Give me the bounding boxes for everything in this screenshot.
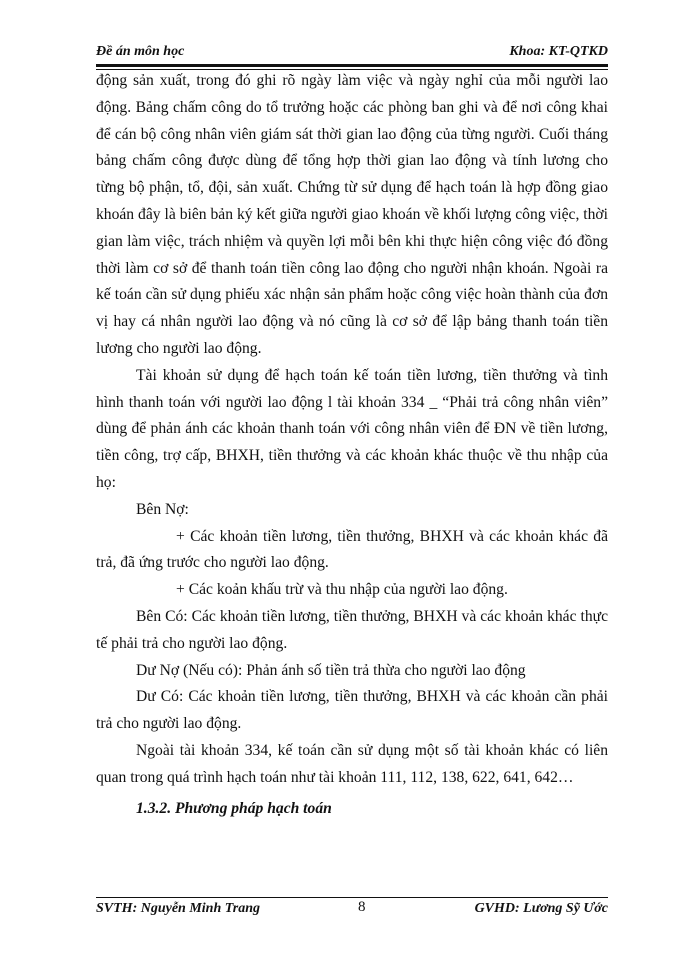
- paragraph-debit-item-1: + Các khoản tiền lương, tiền thưởng, BHXH và các khoản khác đã trả, đã ứng trước cho người lao động.: [96, 527, 608, 572]
- paragraph-timekeeping: động sản xuất, trong đó ghi rõ ngày làm việc và ngày nghỉ của mỗi người lao động. Bảng chấm công do tổ trưởng hoặc các phòng ban ghi và để nơi công khai để cán bộ công nhân viên giám sát thời gian lao động của từng người. Cuối tháng bảng chấm công được dùng để tổng hợp thời gian lao động và tính lương cho từng bộ phận, tổ, đội, sản xuất. Chứng từ sử dụng để hạch toán là hợp đồng giao khoán đây là biên bản ký kết giữa người giao khoán về khối lượng công việc, thời gian làm việc, trách nhiệm và quyền lợi mỗi bên khi thực hiện công việc đó đồng thời làm cơ sở để thanh toán tiền công lao động cho người nhận khoán. Ngoài ra kế toán cần sử dụng phiếu xác nhận sản phẩm hoặc công việc hoàn thành của đơn vị hay cá nhân người lao động và nó cũng là cơ sở để lập bảng thanh toán tiền lương cho người lao động.: [96, 72, 608, 357]
- paragraph-credit: Bên Có: Các khoản tiền lương, tiền thưởng, BHXH và các khoản khác thực tế phải trả cho người lao động.: [96, 607, 608, 652]
- paragraph-debit-balance: Dư Nợ (Nếu có): Phản ánh số tiền trả thừa cho người lao động: [136, 661, 526, 679]
- paragraph-debit-heading: Bên Nợ:: [136, 500, 189, 518]
- paragraph-account-334: Tài khoản sử dụng để hạch toán kế toán tiền lương, tiền thưởng và tình hình thanh toán với người lao động l tài khoản 334 _ “Phải trả công nhân viên” dùng để phản ánh các khoản thanh toán với công nhân viên để ĐN về tiền lương, tiền công, trợ cấp, BHXH, tiền thưởng và các khoản khác thuộc về thu nhập của họ:: [96, 366, 608, 491]
- paragraph-debit-item-2: + Các koản khấu trừ và thu nhập của người lao động.: [176, 581, 508, 599]
- page-number: 8: [358, 899, 366, 915]
- header-faculty: Khoa: KT-QTKD: [509, 44, 608, 59]
- footer-supervisor: GVHD: Lương Sỹ Ước: [474, 901, 608, 916]
- paragraph-credit-balance: Dư Có: Các khoản tiền lương, tiền thưởng, BHXH và các khoản cần phải trả cho người lao động.: [96, 688, 608, 733]
- paragraph-other-accounts: Ngoài tài khoản 334, kế toán cần sử dụng một số tài khoản khác có liên quan trong quá trình hạch toán như tài khoản 111, 112, 138, 622, 641, 642…: [96, 741, 608, 786]
- section-heading: 1.3.2. Phương pháp hạch toán: [136, 799, 332, 817]
- footer-rule: [96, 897, 608, 898]
- header-course-title: Đề án môn học: [96, 44, 185, 59]
- body-text: [96, 68, 608, 822]
- page-header: [96, 44, 608, 62]
- page-footer: [96, 901, 608, 921]
- header-rule-thick: [96, 64, 608, 67]
- footer-student: SVTH: Nguyễn Minh Trang: [96, 901, 261, 916]
